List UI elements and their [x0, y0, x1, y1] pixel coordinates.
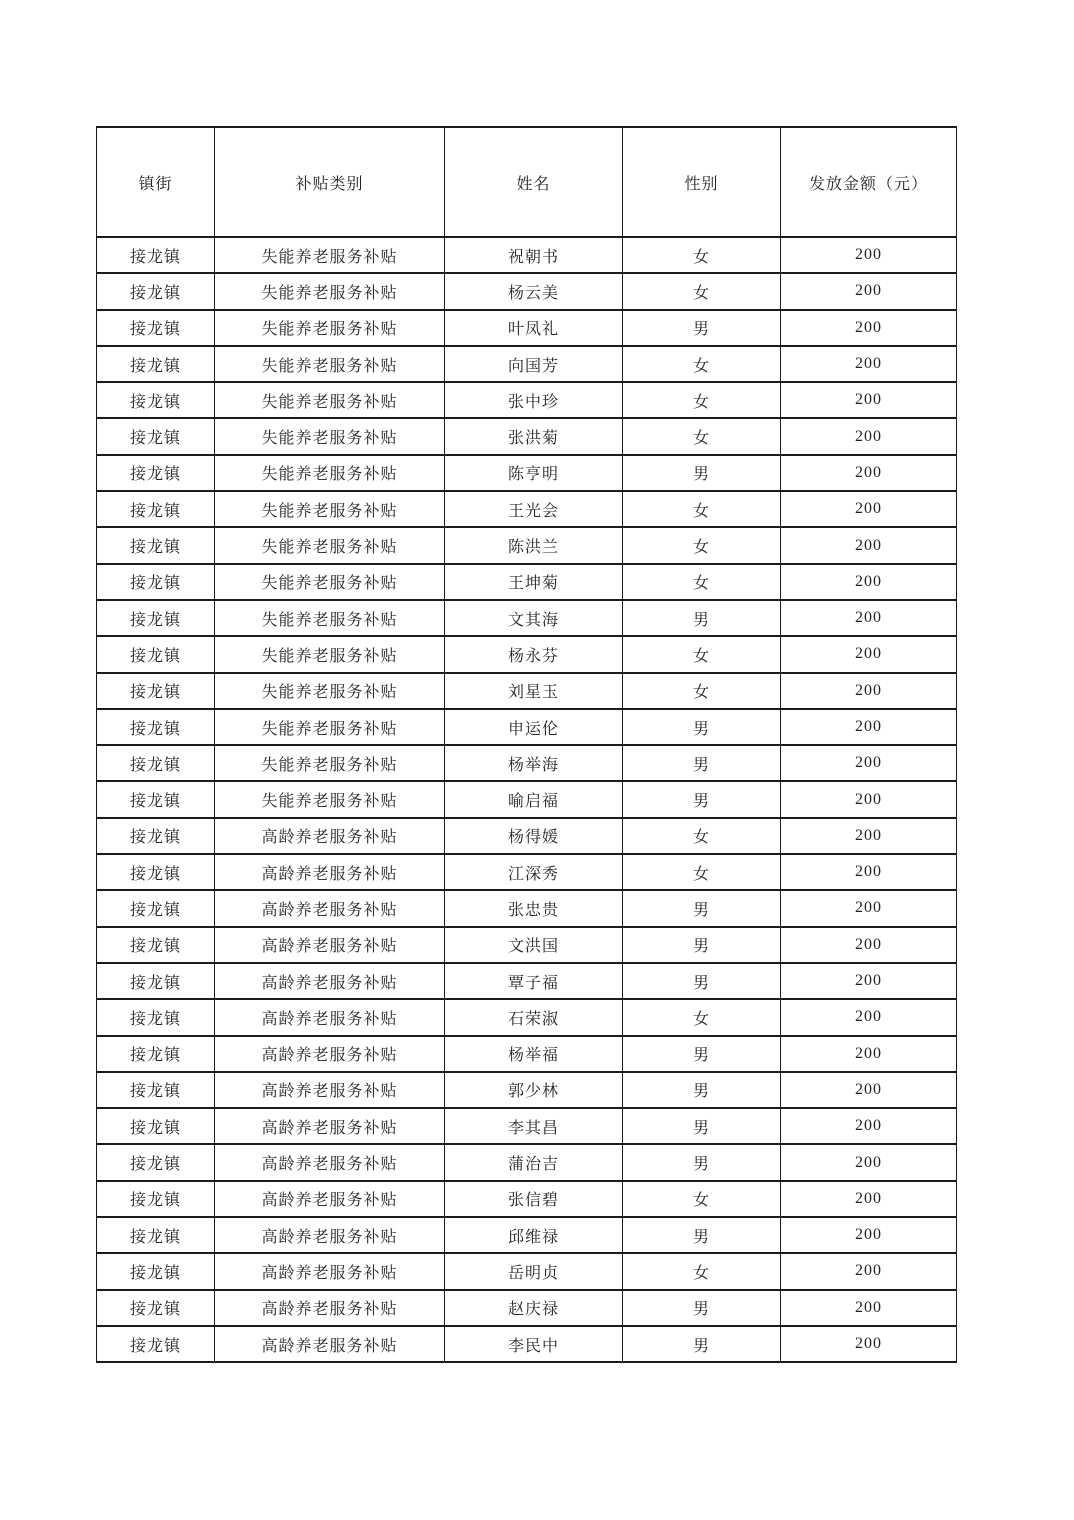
cell-town: 接龙镇: [97, 237, 215, 273]
cell-amount: 200: [781, 418, 957, 454]
table-row: [97, 854, 957, 890]
cell-category: 失能养老服务补贴: [215, 781, 445, 817]
cell-town: 接龙镇: [97, 636, 215, 672]
table-row: [97, 346, 957, 382]
cell-name: 文洪国: [445, 927, 623, 963]
cell-town: 接龙镇: [97, 1181, 215, 1217]
cell-gender: 男: [623, 1108, 781, 1144]
cell-gender: 男: [623, 1326, 781, 1362]
cell-category: 失能养老服务补贴: [215, 237, 445, 273]
cell-gender: 女: [623, 273, 781, 309]
cell-town: 接龙镇: [97, 491, 215, 527]
cell-gender: 女: [623, 564, 781, 600]
cell-category: 高龄养老服务补贴: [215, 1072, 445, 1108]
cell-amount: 200: [781, 527, 957, 563]
cell-category: 高龄养老服务补贴: [215, 963, 445, 999]
table-row: [97, 237, 957, 273]
subsidy-table: [96, 126, 957, 1363]
cell-gender: 女: [623, 491, 781, 527]
cell-category: 高龄养老服务补贴: [215, 1144, 445, 1180]
cell-gender: 男: [623, 927, 781, 963]
cell-category: 失能养老服务补贴: [215, 418, 445, 454]
cell-gender: 女: [623, 527, 781, 563]
table-row: [97, 709, 957, 745]
cell-amount: 200: [781, 1181, 957, 1217]
cell-name: 祝朝书: [445, 237, 623, 273]
cell-name: 石荣淑: [445, 999, 623, 1035]
table-row: [97, 636, 957, 672]
cell-category: 高龄养老服务补贴: [215, 818, 445, 854]
cell-category: 失能养老服务补贴: [215, 527, 445, 563]
cell-name: 张忠贵: [445, 890, 623, 926]
cell-amount: 200: [781, 745, 957, 781]
table-row: [97, 491, 957, 527]
cell-category: 高龄养老服务补贴: [215, 1253, 445, 1289]
cell-gender: 女: [623, 999, 781, 1035]
cell-amount: 200: [781, 273, 957, 309]
table-row: [97, 1253, 957, 1289]
cell-name: 蒲治吉: [445, 1144, 623, 1180]
cell-town: 接龙镇: [97, 418, 215, 454]
cell-amount: 200: [781, 636, 957, 672]
header-gender: 性别: [623, 127, 781, 237]
cell-category: 失能养老服务补贴: [215, 564, 445, 600]
cell-category: 高龄养老服务补贴: [215, 890, 445, 926]
cell-category: 高龄养老服务补贴: [215, 1036, 445, 1072]
cell-amount: 200: [781, 237, 957, 273]
cell-amount: 200: [781, 963, 957, 999]
cell-gender: 男: [623, 310, 781, 346]
cell-gender: 男: [623, 1072, 781, 1108]
cell-name: 叶凤礼: [445, 310, 623, 346]
cell-town: 接龙镇: [97, 1072, 215, 1108]
cell-gender: 男: [623, 781, 781, 817]
cell-amount: 200: [781, 455, 957, 491]
cell-name: 江深秀: [445, 854, 623, 890]
cell-name: 李民中: [445, 1326, 623, 1362]
table-row: [97, 1290, 957, 1326]
table-row: [97, 999, 957, 1035]
header-name: 姓名: [445, 127, 623, 237]
cell-name: 张信碧: [445, 1181, 623, 1217]
header-row: [97, 127, 957, 237]
table-row: [97, 564, 957, 600]
cell-town: 接龙镇: [97, 1217, 215, 1253]
cell-gender: 女: [623, 673, 781, 709]
cell-category: 高龄养老服务补贴: [215, 1326, 445, 1362]
cell-gender: 男: [623, 1290, 781, 1326]
cell-gender: 女: [623, 818, 781, 854]
cell-gender: 女: [623, 1253, 781, 1289]
cell-category: 高龄养老服务补贴: [215, 999, 445, 1035]
cell-category: 失能养老服务补贴: [215, 673, 445, 709]
table-row: [97, 527, 957, 563]
cell-amount: 200: [781, 709, 957, 745]
cell-gender: 男: [623, 1036, 781, 1072]
cell-name: 杨举海: [445, 745, 623, 781]
cell-category: 失能养老服务补贴: [215, 600, 445, 636]
table-row: [97, 890, 957, 926]
header-amount: 发放金额（元）: [781, 127, 957, 237]
cell-gender: 男: [623, 890, 781, 926]
cell-amount: 200: [781, 1217, 957, 1253]
cell-gender: 男: [623, 1144, 781, 1180]
cell-name: 李其昌: [445, 1108, 623, 1144]
cell-gender: 男: [623, 1217, 781, 1253]
cell-town: 接龙镇: [97, 854, 215, 890]
table-row: [97, 1144, 957, 1180]
cell-name: 赵庆禄: [445, 1290, 623, 1326]
cell-gender: 男: [623, 709, 781, 745]
table-row: [97, 1217, 957, 1253]
cell-category: 高龄养老服务补贴: [215, 1108, 445, 1144]
cell-town: 接龙镇: [97, 527, 215, 563]
cell-amount: 200: [781, 781, 957, 817]
cell-amount: 200: [781, 346, 957, 382]
cell-amount: 200: [781, 1072, 957, 1108]
cell-gender: 男: [623, 745, 781, 781]
cell-town: 接龙镇: [97, 1108, 215, 1144]
cell-category: 失能养老服务补贴: [215, 310, 445, 346]
cell-category: 高龄养老服务补贴: [215, 927, 445, 963]
cell-amount: 200: [781, 1290, 957, 1326]
table-row: [97, 1181, 957, 1217]
cell-amount: 200: [781, 1144, 957, 1180]
cell-town: 接龙镇: [97, 1036, 215, 1072]
table-row: [97, 1072, 957, 1108]
cell-name: 覃子福: [445, 963, 623, 999]
table-header: [97, 127, 957, 237]
cell-amount: 200: [781, 564, 957, 600]
cell-name: 张洪菊: [445, 418, 623, 454]
cell-category: 高龄养老服务补贴: [215, 1290, 445, 1326]
cell-town: 接龙镇: [97, 781, 215, 817]
cell-gender: 男: [623, 455, 781, 491]
cell-town: 接龙镇: [97, 600, 215, 636]
cell-gender: 男: [623, 963, 781, 999]
cell-category: 失能养老服务补贴: [215, 346, 445, 382]
table-row: [97, 1108, 957, 1144]
cell-town: 接龙镇: [97, 673, 215, 709]
cell-amount: 200: [781, 1326, 957, 1362]
cell-town: 接龙镇: [97, 999, 215, 1035]
cell-category: 失能养老服务补贴: [215, 273, 445, 309]
cell-amount: 200: [781, 600, 957, 636]
cell-town: 接龙镇: [97, 1253, 215, 1289]
cell-town: 接龙镇: [97, 1144, 215, 1180]
table-body: [97, 237, 957, 1362]
cell-category: 高龄养老服务补贴: [215, 854, 445, 890]
cell-town: 接龙镇: [97, 564, 215, 600]
cell-name: 王坤菊: [445, 564, 623, 600]
cell-name: 陈洪兰: [445, 527, 623, 563]
cell-amount: 200: [781, 927, 957, 963]
table-row: [97, 455, 957, 491]
table-row: [97, 927, 957, 963]
cell-town: 接龙镇: [97, 745, 215, 781]
cell-category: 高龄养老服务补贴: [215, 1181, 445, 1217]
cell-name: 杨得媛: [445, 818, 623, 854]
cell-town: 接龙镇: [97, 963, 215, 999]
table-row: [97, 382, 957, 418]
cell-town: 接龙镇: [97, 927, 215, 963]
cell-town: 接龙镇: [97, 310, 215, 346]
cell-name: 张中珍: [445, 382, 623, 418]
cell-category: 失能养老服务补贴: [215, 745, 445, 781]
cell-category: 失能养老服务补贴: [215, 636, 445, 672]
cell-amount: 200: [781, 854, 957, 890]
cell-town: 接龙镇: [97, 1290, 215, 1326]
cell-amount: 200: [781, 890, 957, 926]
table-row: [97, 1036, 957, 1072]
cell-town: 接龙镇: [97, 273, 215, 309]
cell-gender: 女: [623, 418, 781, 454]
cell-amount: 200: [781, 310, 957, 346]
cell-town: 接龙镇: [97, 890, 215, 926]
cell-town: 接龙镇: [97, 1326, 215, 1362]
cell-town: 接龙镇: [97, 346, 215, 382]
cell-name: 陈亨明: [445, 455, 623, 491]
cell-category: 失能养老服务补贴: [215, 491, 445, 527]
table-row: [97, 310, 957, 346]
cell-gender: 女: [623, 382, 781, 418]
cell-amount: 200: [781, 1036, 957, 1072]
cell-name: 杨永芬: [445, 636, 623, 672]
cell-name: 向国芳: [445, 346, 623, 382]
cell-gender: 男: [623, 600, 781, 636]
cell-amount: 200: [781, 491, 957, 527]
cell-category: 高龄养老服务补贴: [215, 1217, 445, 1253]
cell-name: 邱维禄: [445, 1217, 623, 1253]
cell-amount: 200: [781, 673, 957, 709]
cell-name: 杨云美: [445, 273, 623, 309]
header-town: 镇街: [97, 127, 215, 237]
cell-gender: 女: [623, 346, 781, 382]
cell-gender: 女: [623, 237, 781, 273]
cell-town: 接龙镇: [97, 818, 215, 854]
cell-gender: 女: [623, 854, 781, 890]
table-row: [97, 818, 957, 854]
cell-amount: 200: [781, 999, 957, 1035]
cell-town: 接龙镇: [97, 382, 215, 418]
table-row: [97, 781, 957, 817]
cell-category: 失能养老服务补贴: [215, 709, 445, 745]
cell-town: 接龙镇: [97, 709, 215, 745]
cell-name: 岳明贞: [445, 1253, 623, 1289]
header-category: 补贴类别: [215, 127, 445, 237]
table-row: [97, 273, 957, 309]
cell-town: 接龙镇: [97, 455, 215, 491]
cell-amount: 200: [781, 1108, 957, 1144]
cell-name: 王光会: [445, 491, 623, 527]
cell-name: 申运伦: [445, 709, 623, 745]
cell-name: 杨举福: [445, 1036, 623, 1072]
cell-category: 失能养老服务补贴: [215, 382, 445, 418]
cell-category: 失能养老服务补贴: [215, 455, 445, 491]
cell-name: 喻启福: [445, 781, 623, 817]
cell-name: 文其海: [445, 600, 623, 636]
cell-amount: 200: [781, 382, 957, 418]
cell-name: 刘星玉: [445, 673, 623, 709]
cell-gender: 女: [623, 636, 781, 672]
cell-amount: 200: [781, 818, 957, 854]
cell-name: 郭少林: [445, 1072, 623, 1108]
cell-amount: 200: [781, 1253, 957, 1289]
table-row: [97, 963, 957, 999]
cell-gender: 女: [623, 1181, 781, 1217]
table-row: [97, 600, 957, 636]
table-row: [97, 745, 957, 781]
table-row: [97, 1326, 957, 1362]
table-row: [97, 673, 957, 709]
table-row: [97, 418, 957, 454]
